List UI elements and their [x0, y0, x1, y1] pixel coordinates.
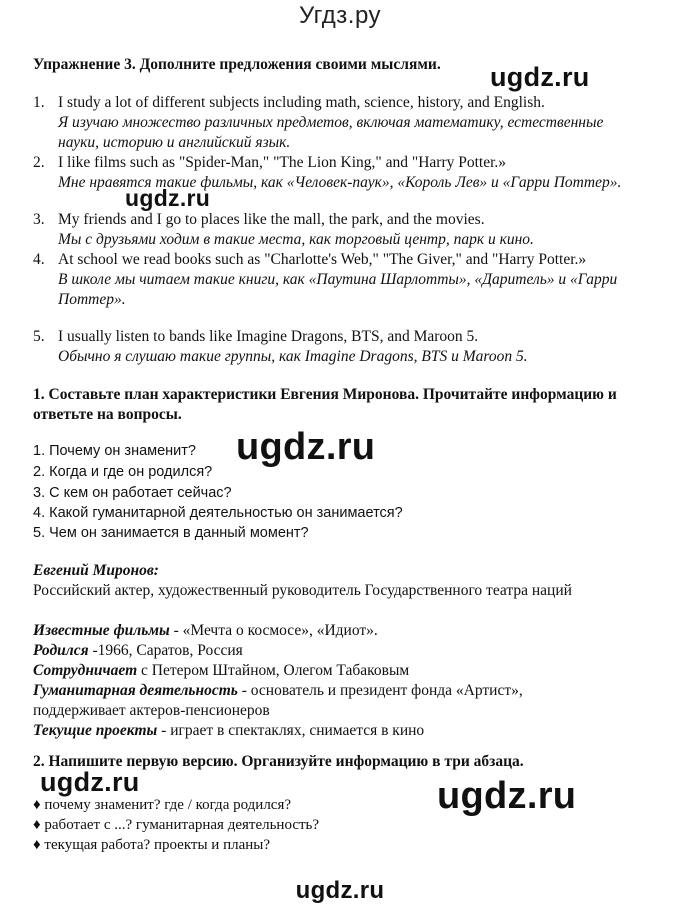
question: 5. Чем он занимается в данный момент?	[33, 525, 309, 541]
info-born	[33, 641, 633, 661]
hum-value: - основатель и президент фонда «Артист», поддерживает актеров-пенсионеров	[33, 682, 523, 719]
exercise-3-heading: Упражнение 3. Дополните предложения своими мыслями.	[33, 56, 441, 73]
item-english: My friends and I go to places like the mall, the park, and the movies.	[58, 211, 485, 228]
watermark: ugdz.ru	[40, 767, 140, 797]
item-russian: Обычно я слушаю такие группы, как Imagine Dragons, BTS и Maroon 5.	[58, 348, 528, 365]
item-russian: Мне нравятся такие фильмы, как «Человек-паук», «Король Лев» и «Гарри Поттер».	[58, 174, 622, 191]
item-number: 1.	[33, 94, 45, 111]
item-english: I usually listen to bands like Imagine Dragons, BTS, and Maroon 5.	[58, 328, 479, 345]
person-description: Российский актер, художественный руководитель Государственного театра наций	[33, 582, 572, 599]
cur-value: - играет в спектаклях, снимается в кино	[157, 722, 425, 739]
item-russian: В школе мы читаем такие книги, как «Паутина Шарлотты», «Даритель» и «Гарри Поттер».	[58, 271, 618, 308]
watermark: ugdz.ru	[490, 62, 590, 92]
hum-label: Гуманитарная деятельность	[33, 682, 238, 699]
bullet-item: ♦ текущая работа? проекты и планы?	[33, 837, 270, 853]
info-current	[33, 721, 633, 741]
question: 4. Какой гуманитарной деятельностью он занимается?	[33, 505, 403, 521]
person-name-label: Евгений Миронов:	[33, 562, 159, 579]
watermark: ugdz.ru	[236, 426, 376, 468]
watermark: ugdz.ru	[295, 877, 385, 904]
plan-heading: 1. Составьте план характеристики Евгения Миронова. Прочитайте информацию и ответьте на вопросы.	[33, 386, 617, 423]
item-number: 5.	[33, 328, 45, 345]
site-title: Угдз.ру	[298, 2, 382, 29]
films-label: Известные фильмы	[33, 622, 170, 639]
item-number: 3.	[33, 211, 45, 228]
item-english: I study a lot of different subjects including math, science, history, and English.	[58, 94, 545, 111]
collab-value: с Петером Штайном, Олегом Табаковым	[137, 662, 410, 679]
question: 2. Когда и где он родился?	[33, 464, 213, 480]
item-number: 4.	[33, 251, 45, 268]
item-number: 2.	[33, 154, 45, 171]
item-english: I like films such as "Spider-Man," "The Lion King," and "Harry Potter.»	[58, 154, 507, 171]
info-films	[33, 621, 633, 641]
watermark: ugdz.ru	[125, 185, 211, 211]
person-name	[33, 561, 633, 581]
bullet-item: ♦ почему знаменит? где / когда родился?	[33, 797, 292, 813]
cur-label: Текущие проекты	[33, 722, 158, 739]
item-english: At school we read books such as "Charlotte's Web," "The Giver," and "Harry Potter.»	[58, 251, 587, 268]
question: 3. С кем он работает сейчас?	[33, 485, 232, 501]
watermark: ugdz.ru	[437, 775, 577, 817]
item-russian: Мы с друзьями ходим в такие места, как торговый центр, парк и кино.	[58, 231, 534, 248]
info-humanitarian	[33, 681, 593, 721]
bullet-item: ♦ работает с ...? гуманитарная деятельность?	[33, 817, 320, 833]
films-value: - «Мечта о космосе», «Идиот».	[169, 622, 378, 639]
draft-heading: 2. Напишите первую версию. Организуйте информацию в три абзаца.	[33, 753, 524, 770]
born-label: Родился	[33, 642, 89, 659]
question: 1. Почему он знаменит?	[33, 443, 196, 459]
info-collab	[33, 661, 633, 681]
item-russian: Я изучаю множество различных предметов, включая математику, естественные науки, историю и английский язык.	[58, 114, 604, 151]
born-value: -1966, Саратов, Россия	[88, 642, 243, 659]
collab-label: Сотрудничает	[33, 662, 138, 679]
